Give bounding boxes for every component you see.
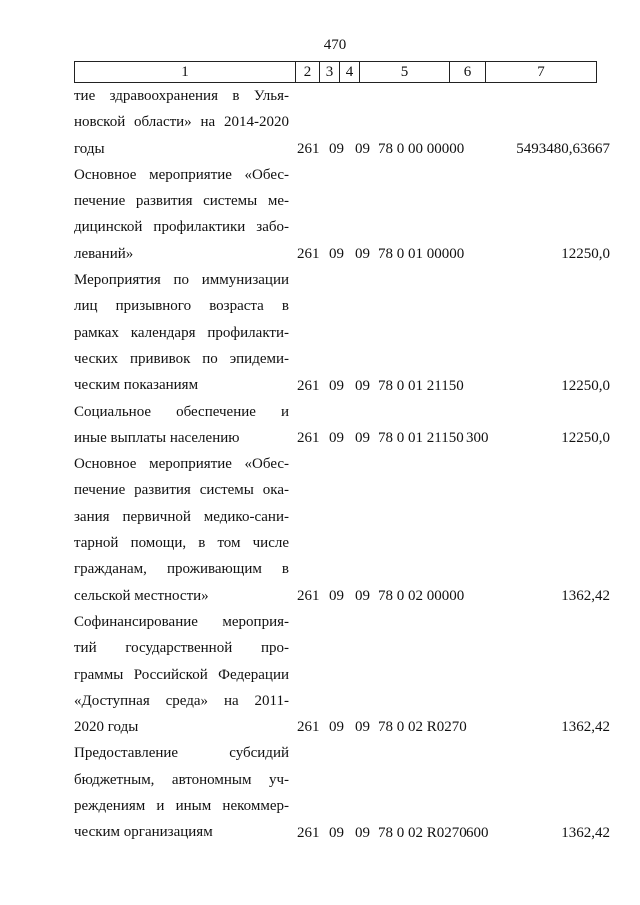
description-line: ческим показаниям bbox=[74, 377, 199, 394]
expense-type-code: 300 bbox=[466, 430, 489, 447]
description-line: Социальное обеспечение и bbox=[74, 403, 289, 420]
table-row bbox=[74, 267, 614, 398]
header-col-4: 4 bbox=[340, 62, 360, 82]
ministry-code: 261 bbox=[297, 824, 320, 841]
description-line: Мероприятия по иммунизации bbox=[74, 272, 289, 289]
ministry-code: 261 bbox=[297, 140, 320, 157]
target-article-code: 78 0 01 00000 bbox=[378, 246, 465, 263]
section-code: 09 bbox=[329, 246, 344, 263]
target-article-code: 78 0 01 21150 bbox=[378, 430, 464, 447]
description-line: ческих прививок по эпидеми- bbox=[74, 350, 289, 367]
table-row bbox=[74, 609, 614, 740]
amount: 1362,42 bbox=[561, 719, 610, 736]
description-line: иные выплаты населению bbox=[74, 429, 240, 446]
section-code: 09 bbox=[329, 587, 344, 604]
amount: 12250,0 bbox=[561, 430, 610, 447]
subsection-code: 09 bbox=[355, 587, 370, 604]
header-col-6: 6 bbox=[450, 62, 486, 82]
description-line: тие здравоохранения в Улья- bbox=[74, 88, 289, 104]
description-line: рамках календаря профилакти- bbox=[74, 324, 289, 341]
ministry-code: 261 bbox=[297, 377, 320, 394]
row-description bbox=[74, 399, 289, 452]
description-line: сельской местности» bbox=[74, 587, 209, 604]
table-header bbox=[74, 61, 597, 83]
description-line: «Доступная среда» на 2011- bbox=[74, 692, 289, 709]
description-line: ческим организациям bbox=[74, 824, 213, 841]
row-description bbox=[74, 451, 289, 609]
description-line: бюджетным, автономным уч- bbox=[74, 771, 289, 788]
subsection-code: 09 bbox=[355, 719, 370, 736]
amount: 1362,42 bbox=[561, 824, 610, 841]
section-code: 09 bbox=[329, 430, 344, 447]
section-code: 09 bbox=[329, 140, 344, 157]
table-row bbox=[74, 83, 614, 162]
description-line: печение развития системы ме- bbox=[74, 193, 289, 210]
page-number: 470 bbox=[323, 37, 347, 53]
target-article-code: 78 0 02 R0270 bbox=[378, 824, 467, 841]
table-row bbox=[74, 399, 614, 452]
amount: 12250,0 bbox=[561, 246, 610, 263]
amount: 1362,42 bbox=[561, 587, 610, 604]
description-line: дицинской профилактики забо- bbox=[74, 219, 289, 236]
target-article-code: 78 0 00 00000 bbox=[378, 140, 465, 157]
subsection-code: 09 bbox=[355, 140, 370, 157]
description-line: лиц призывного возраста в bbox=[74, 298, 289, 315]
description-line: 2020 годы bbox=[74, 719, 139, 736]
description-line: Предоставление субсидий bbox=[74, 745, 289, 762]
ministry-code: 261 bbox=[297, 587, 320, 604]
table-body bbox=[74, 83, 614, 846]
description-line: тарной помощи, в том числе bbox=[74, 535, 289, 552]
row-description bbox=[74, 609, 289, 740]
target-article-code: 78 0 01 21150 bbox=[378, 377, 464, 394]
description-line: леваний» bbox=[74, 245, 134, 262]
row-description bbox=[74, 162, 289, 267]
target-article-code: 78 0 02 R0270 bbox=[378, 719, 467, 736]
subsection-code: 09 bbox=[355, 824, 370, 841]
amount: 12250,0 bbox=[561, 377, 610, 394]
table-row bbox=[74, 162, 614, 267]
description-line: печение развития системы ока- bbox=[74, 482, 289, 499]
subsection-code: 09 bbox=[355, 377, 370, 394]
description-line: реждениям и иным некоммер- bbox=[74, 798, 289, 815]
expense-type-code: 600 bbox=[466, 824, 489, 841]
ministry-code: 261 bbox=[297, 430, 320, 447]
section-code: 09 bbox=[329, 719, 344, 736]
description-line: Основное мероприятие «Обес- bbox=[74, 456, 289, 473]
description-line: тий государственной про- bbox=[74, 640, 289, 657]
section-code: 09 bbox=[329, 824, 344, 841]
description-line: граммы Российской Федерации bbox=[74, 666, 289, 683]
ministry-code: 261 bbox=[297, 719, 320, 736]
header-col-2: 2 bbox=[296, 62, 320, 82]
row-description bbox=[74, 83, 289, 162]
description-line: Основное мероприятие «Обес- bbox=[74, 166, 289, 183]
description-line: Софинансирование мероприя- bbox=[74, 613, 289, 630]
amount: 5493480,63667 bbox=[516, 140, 610, 157]
row-description bbox=[74, 740, 289, 845]
description-line: зания первичной медико-сани- bbox=[74, 508, 289, 525]
description-line: гражданам, проживающим в bbox=[74, 561, 289, 578]
header-col-7: 7 bbox=[537, 64, 545, 80]
target-article-code: 78 0 02 00000 bbox=[378, 587, 465, 604]
table-row bbox=[74, 740, 614, 845]
ministry-code: 261 bbox=[297, 246, 320, 263]
section-code: 09 bbox=[329, 377, 344, 394]
subsection-code: 09 bbox=[355, 246, 370, 263]
row-description bbox=[74, 267, 289, 398]
description-line: новской области» на 2014-2020 bbox=[74, 114, 289, 131]
description-line: годы bbox=[74, 140, 105, 157]
header-col-1: 1 bbox=[75, 62, 296, 82]
header-col-5: 5 bbox=[360, 62, 450, 82]
header-col-3: 3 bbox=[320, 62, 340, 82]
subsection-code: 09 bbox=[355, 430, 370, 447]
table-row bbox=[74, 451, 614, 609]
